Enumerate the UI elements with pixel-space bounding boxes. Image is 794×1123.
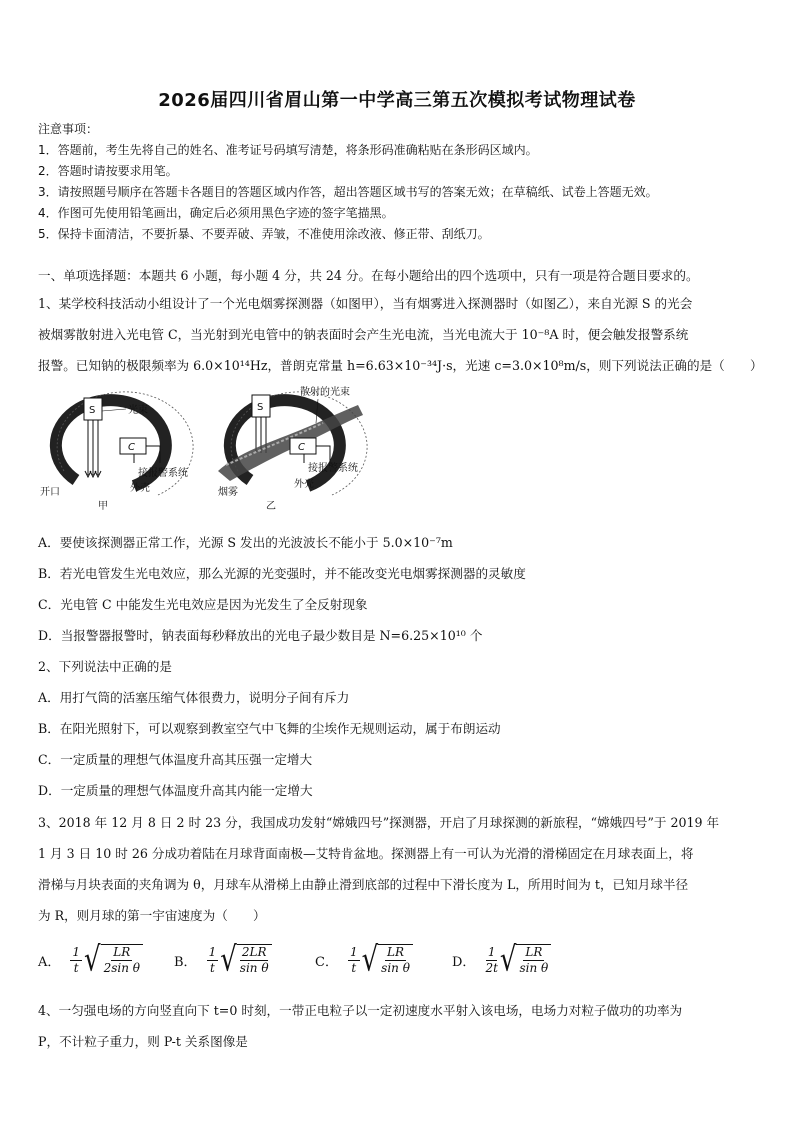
q3-stem-line-3: 滑梯与月块表面的夹角调为 θ，月球车从滑梯上由静止滑到底部的过程中下滑长度为 L，所用时间为 t，已知月球半径 xyxy=(38,877,689,892)
label-opening: 开口 xyxy=(40,487,60,498)
q1-stem-line-2: 被烟雾散射进入光电管 C，当光射到光电管中的钠表面时会产生光电流，当光电流大于 10⁻⁸A 时，便会触发报警系统 xyxy=(38,327,689,342)
label-alarm-yi: 接报警系统 xyxy=(308,463,358,474)
q2-option-a: A．用打气筒的活塞压缩气体很费力，说明分子间有斥力 xyxy=(38,690,350,705)
label-yi: 乙 xyxy=(266,501,276,512)
q1-stem-line-3: 报警。已知钠的极限频率为 6.0×10¹⁴Hz，普朗克常量 h=6.63×10⁻³⁴J·s，光速 c=3.0×10⁸m/s，则下列说法正确的是（ ） xyxy=(38,358,763,373)
figure-jia xyxy=(40,392,193,512)
q1-option-c: C．光电管 C 中能发生光电效应是因为光发生了全反射现象 xyxy=(38,597,368,612)
label-jia: 甲 xyxy=(98,501,108,512)
label-beam: 光束 xyxy=(128,405,148,416)
notice-item-5: 5．保持卡面清洁，不要折暴、不要弄破、弄皱，不准使用涂改液、修正带、刮纸刀。 xyxy=(38,227,490,241)
q3-option-b: B． $\frac{1}{t}$ √ 2LR sin θ xyxy=(174,935,272,985)
q4-stem-line-1: 4、一匀强电场的方向竖直向下 t=0 时刻，一带正电粒子以一定初速度水平射入该电场，电场力对粒子做功的功率为 xyxy=(38,1003,683,1018)
exam-title: 2026届四川省眉山第一中学高三第五次模拟考试物理试卷 xyxy=(158,90,636,111)
label-c-yi: C xyxy=(298,442,305,453)
label-shell-yi: 外壳 xyxy=(294,479,314,490)
figure-yi xyxy=(218,385,367,512)
q3-option-c: C． $\frac{1}{t}$ √ LR sin θ xyxy=(315,935,413,985)
label-c-jia: C xyxy=(128,442,135,453)
q2-option-c: C．一定质量的理想气体温度升高其压强一定增大 xyxy=(38,752,313,767)
label-shell-jia: 外壳 xyxy=(130,483,150,494)
q3-stem-line-1: 3、2018 年 12 月 8 日 2 时 23 分，我国成功发射“嫦娥四号”探测器，开启了月球探测的新旅程，“嫦娥四号”于 2019 年 xyxy=(38,815,720,830)
q1-option-d: D．当报警器报警时，钠表面每秒释放出的光电子最少数目是 N=6.25×10¹⁰ 个 xyxy=(38,628,483,643)
smoke-detector-figure xyxy=(38,383,378,513)
notice-item-3: 3．请按照题号顺序在答题卡各题目的答题区域内作答，超出答题区域书写的答案无效；在草稿纸、试卷上答题无效。 xyxy=(38,185,658,199)
notice-heading: 注意事项： xyxy=(38,122,99,136)
notice-item-4: 4．作图可先使用铅笔画出，确定后必须用黑色字迹的签字笔描黑。 xyxy=(38,206,394,220)
section-heading: 一、单项选择题：本题共 6 小题，每小题 4 分，共 24 分。在每小题给出的四个选项中，只有一项是符合题目要求的。 xyxy=(38,268,699,283)
q1-option-b: B．若光电管发生光电效应，那么光源的光变强时，并不能改变光电烟雾探测器的灵敏度 xyxy=(38,566,526,581)
q4-stem-line-2: P，不计粒子重力，则 P-t 关系图像是 xyxy=(38,1034,248,1049)
label-s-jia: S xyxy=(89,405,96,416)
label-alarm-jia: 接报警系统 xyxy=(138,468,188,479)
notice-item-1: 1．答题前，考生先将自己的姓名、准考证号码填写清楚，将条形码准确粘贴在条形码区域内。 xyxy=(38,143,538,157)
q1-stem-line-1: 1、某学校科技活动小组设计了一个光电烟雾探测器（如图甲），当有烟雾进入探测器时（如图乙），来自光源 S 的光会 xyxy=(38,296,693,311)
label-smoke: 烟雾 xyxy=(218,487,238,498)
q3-stem-line-2: 1 月 3 日 10 时 26 分成功着陆在月球背面南极—艾特肯盆地。探测器上有一可认为光滑的滑梯固定在月球表面上，将 xyxy=(38,846,694,861)
q2-stem: 2、下列说法中正确的是 xyxy=(38,659,172,674)
q3-options xyxy=(38,935,758,985)
label-s-yi: S xyxy=(257,402,264,413)
notice-item-2: 2．答题时请按要求用笔。 xyxy=(38,164,178,178)
q3-option-a: A． $\frac{1}{t}$ √ LR 2sin θ xyxy=(38,935,143,985)
label-scattered: 散射的光束 xyxy=(300,387,350,398)
q2-option-b: B．在阳光照射下，可以观察到教室空气中飞舞的尘埃作无规则运动，属于布朗运动 xyxy=(38,721,501,736)
q3-stem-line-4: 为 R，则月球的第一宇宙速度为（ ） xyxy=(38,908,266,923)
q2-option-d: D．一定质量的理想气体温度升高其内能一定增大 xyxy=(38,783,313,798)
q1-option-a: A．要使该探测器正常工作，光源 S 发出的光波波长不能小于 5.0×10⁻⁷m xyxy=(38,535,453,550)
q3-option-d: D． $\frac{1}{2t}$ √ LR sin θ xyxy=(452,935,551,985)
